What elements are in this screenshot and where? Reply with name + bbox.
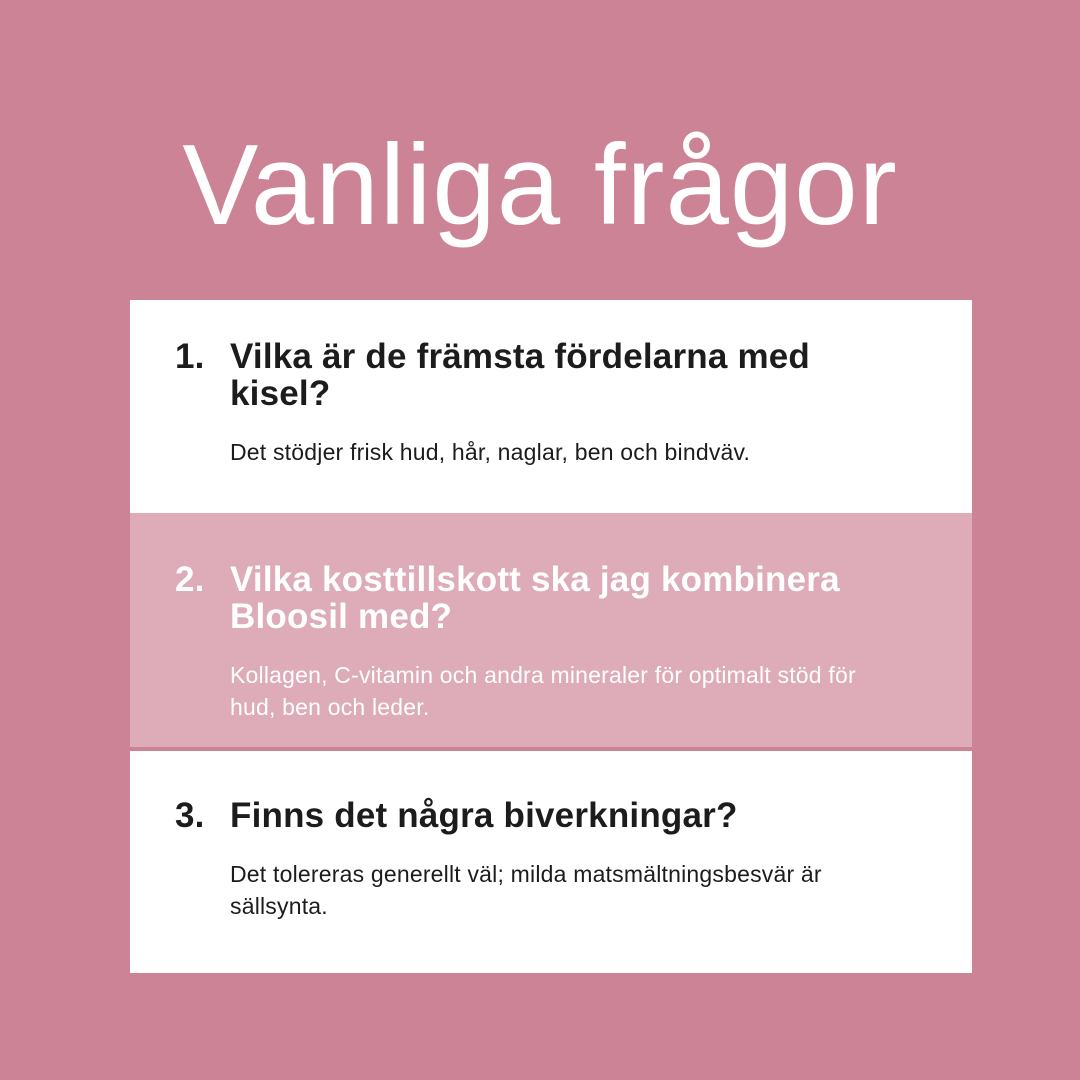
faq-item-1 — [130, 300, 972, 513]
question-text: Vilka är de främsta fördelarna med kisel? — [230, 337, 811, 414]
faq-item-3 — [130, 751, 972, 973]
question-row — [175, 338, 917, 412]
question-text: Finns det några biverkningar? — [230, 796, 738, 835]
faq-list — [130, 300, 972, 973]
question-number: 3. — [175, 796, 205, 835]
question-text: Vilka kosttillskott ska jag kombinera Bloosil med? — [230, 560, 840, 637]
question-row — [175, 561, 917, 635]
answer-text: Det stödjer frisk hud, hår, naglar, ben och bindväv. — [230, 439, 751, 466]
answer-text: Det tolereras generellt väl; milda matsmältningsbesvär är sällsynta. — [230, 861, 822, 920]
faq-item-2 — [130, 513, 972, 747]
question-number: 1. — [175, 337, 205, 376]
question-number: 2. — [175, 560, 205, 599]
page-title: Vanliga frågor — [182, 122, 898, 249]
question-row — [175, 797, 917, 834]
answer-text: Kollagen, C-vitamin och andra mineraler för optimalt stöd för hud, ben och leder. — [230, 662, 856, 721]
